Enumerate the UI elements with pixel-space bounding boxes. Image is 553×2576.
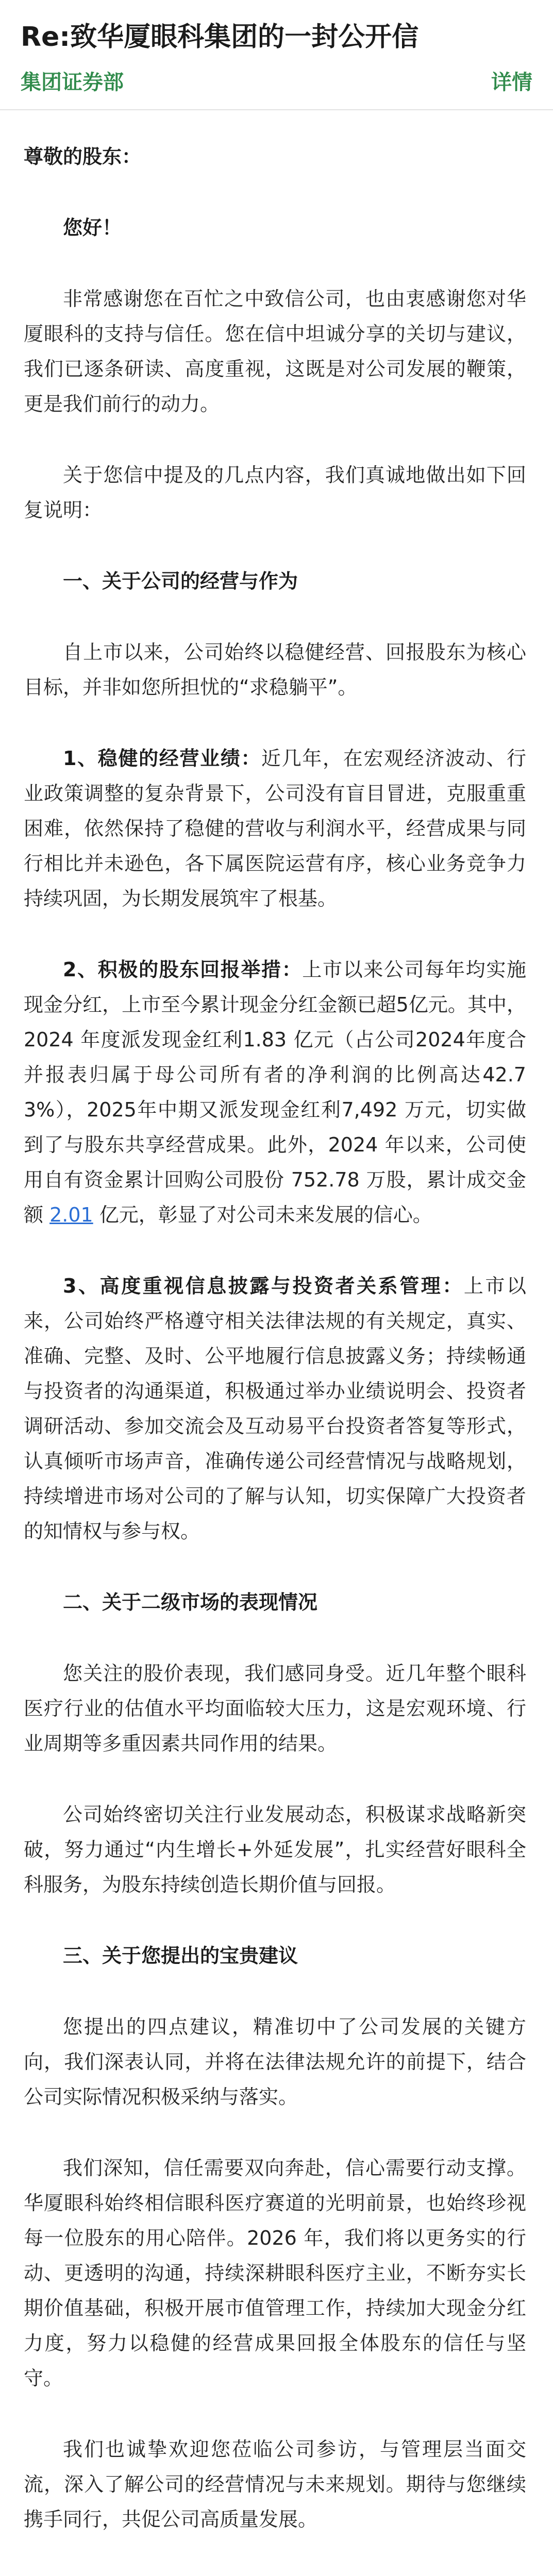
post-header bbox=[0, 0, 553, 95]
post-title: Re:致华厦眼科集团的一封公开信 bbox=[21, 22, 419, 53]
section2-para2: 公司始终密切关注行业发展动态，积极谋求战略新突破，努力通过“内生增长+外延发展”，扎实经营好眼科全科服务，为股东持续创造长期价值与回报。 bbox=[24, 1803, 526, 1896]
salutation: 尊敬的股东： bbox=[24, 145, 142, 168]
section1-point2 bbox=[24, 952, 526, 1232]
detail-link[interactable]: 详情 bbox=[491, 70, 532, 94]
thanks-line bbox=[24, 2573, 526, 2576]
point3-text: 上市以来，公司始终严格遵守相关法律法规的有关规定，真实、准确、完整、及时、公平地履行信息披露义务；持续畅通与投资者的沟通渠道，积极通过举办业绩说明会、投资者调研活动、参加交流会及互动易平台投资者答复等形式，认真倾听市场声音，准确传递公司经营情况与战略规划，持续增进市场对公司的了解与认知，切实保障广大投资者的知情权与参与权。 bbox=[24, 1275, 526, 1543]
point3-title: 3、高度重视信息披露与投资者关系管理： bbox=[63, 1275, 464, 1297]
section1-intro: 自上市以来，公司始终以稳健经营、回报股东为核心目标，并非如您所担忧的“求稳躺平”。 bbox=[24, 641, 526, 699]
author-name[interactable]: 集团证券部 bbox=[21, 70, 124, 94]
transition-paragraph: 关于您信中提及的几点内容，我们真诚地做出如下回复说明： bbox=[24, 464, 526, 521]
greeting: 您好！ bbox=[63, 216, 122, 239]
intro-paragraph: 非常感谢您在百忙之中致信公司，也由衷感谢您对华厦眼科的支持与信任。您在信中坦诚分享的关切与建议，我们已逐条研读、高度重视，这既是对公司发展的鞭策，更是我们前行的动力。 bbox=[24, 287, 526, 415]
point2-text-b: 亿元，彰显了对公司未来发展的信心。 bbox=[93, 1204, 432, 1226]
section3-heading: 三、关于您提出的宝贵建议 bbox=[63, 1944, 298, 1967]
letter-body bbox=[0, 110, 553, 2576]
amount-link[interactable]: 2.01 bbox=[49, 1204, 93, 1226]
section3-para2: 我们深知，信任需要双向奔赴，信心需要行动支撑。华厦眼科始终相信眼科医疗赛道的光明前景，也始终珍视每一位股东的用心陪伴。2026 年，我们将以更务实的行动、更透明的沟通，持续深耕眼科医疗主业，不断夯实长期价值基础，积极开展市值管理工作，持续加大现金分红力度，努力以稳健的经营成果回报全体股东的信任与坚守。 bbox=[24, 2157, 526, 2389]
point1-title: 1、稳健的经营业绩： bbox=[63, 747, 262, 770]
section3-para1: 您提出的四点建议，精准切中了公司发展的关键方向，我们深表认同，并将在法律法规允许的前提下，结合公司实际情况积极采纳与落实。 bbox=[24, 2015, 526, 2108]
section2-para1: 您关注的股价表现，我们感同身受。近几年整个眼科医疗行业的估值水平均面临较大压力，这是宏观环境、行业周期等多重因素共同作用的结果。 bbox=[24, 1662, 526, 1755]
point2-title: 2、积极的股东回报举措： bbox=[63, 958, 303, 981]
section1-point3 bbox=[24, 1268, 526, 1549]
section1-heading: 一、关于公司的经营与作为 bbox=[63, 570, 298, 592]
post-meta bbox=[21, 66, 532, 95]
point1-text: 近几年，在宏观经济波动、行业政策调整的复杂背景下，公司没有盲目冒进，克服重重困难，依然保持了稳健的营收与利润水平，经营成果与同行相比并未逊色，各下属医院运营有序，核心业务竞争力持续巩固，为长期发展筑牢了根基。 bbox=[24, 747, 526, 910]
point2-text-a: 上市以来公司每年均实施现金分红，上市至今累计现金分红金额已超5亿元。其中，2024 年度派发现金红利1.83 亿元（占公司2024年度合并报表归属于母公司所有者的净利润的比例高达42.73%），2025年中期又派发现金红利7,492 万元，切实做到了与股东共享经营成果。此外，2024 年以来，公司使用自有资金累计回购公司股份 752.78 万股，累计成交金额 bbox=[24, 958, 526, 1226]
section3-para3: 我们也诚挚欢迎您莅临公司参访，与管理层当面交流，深入了解公司的经营情况与未来规划。期待与您继续携手同行，共促公司高质量发展。 bbox=[24, 2438, 526, 2531]
section1-point1 bbox=[24, 741, 526, 916]
section2-heading: 二、关于二级市场的表现情况 bbox=[63, 1591, 318, 1614]
